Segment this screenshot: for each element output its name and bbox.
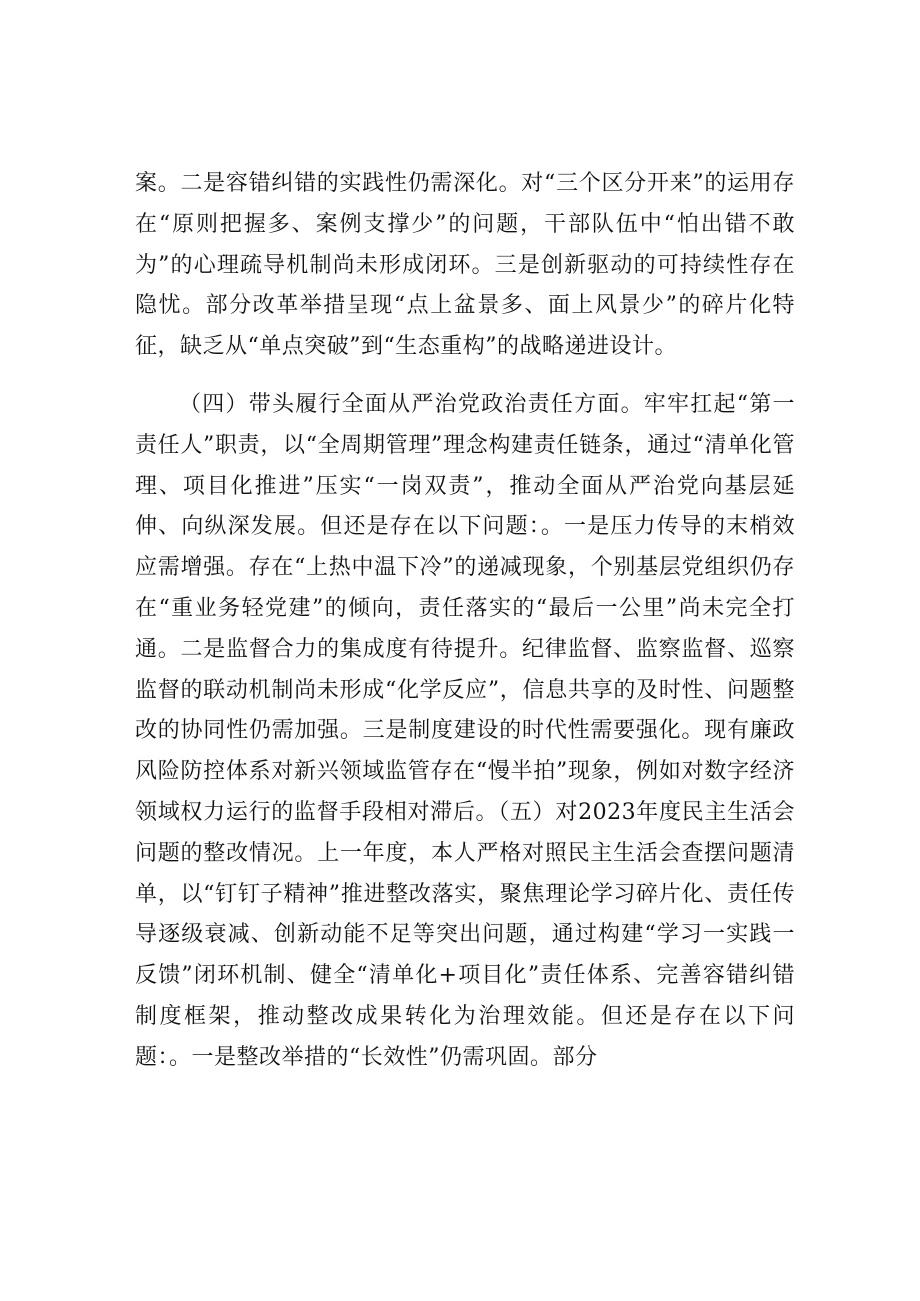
paragraph-section-four: （四）带头履行全面从严治党政治责任方面。牢牢扛起“第一责任人”职责，以“全周期管理”理念构建责任链条，通过“清单化管理、项目化推进”压实“一岗双责”，推动全面从严治党向基层延伸、向纵深发展。但还是存在以下问题：。一是压力传导的末梢效应需增强。存在“上热中温下冷”的递减现象，个别基层党组织仍存在“重业务轻党建”的倾向，责任落实的“最后一公里”尚未完全打通。二是监督合力的集成度有待提升。纪律监督、监察监督、巡察监督的联动机制尚未形成“化学反应”，信息共享的及时性、问题整改的协同性仍需加强。三是制度建设的时代性需要强化。现有廉政风险防控体系对新兴领域监管存在“慢半拍”现象，例如对数字经济领域权力运行的监督手段相对滞后。（五）对2023年度民主生活会问题的整改情况。上一年度，本人严格对照民主生活会查摆问题清单，以“钉钉子精神”推进整改落实，聚焦理论学习碎片化、责任传导逐级衰减、创新动能不足等突出问题，通过构建“学习一实践一反馈”闭环机制、健全“清单化+项目化”责任体系、完善容错纠错制度框架，推动整改成果转化为治理效能。但还是存在以下问题：。一是整改举措的“长效性”仍需巩固。部分 xyxy=(135,392,795,1070)
paragraph-continuation: 案。二是容错纠错的实践性仍需深化。对“三个区分开来”的运用存在“原则把握多、案例支撑少”的问题，干部队伍中“怕出错不敢为”的心理疏导机制尚未形成闭环。三是创新驱动的可持续性存在隐忧。部分改革举措呈现“点上盆景多、面上风景少”的碎片化特征，缺乏从“单点突破”到“生态重构”的战略递进设计。 xyxy=(135,171,795,360)
